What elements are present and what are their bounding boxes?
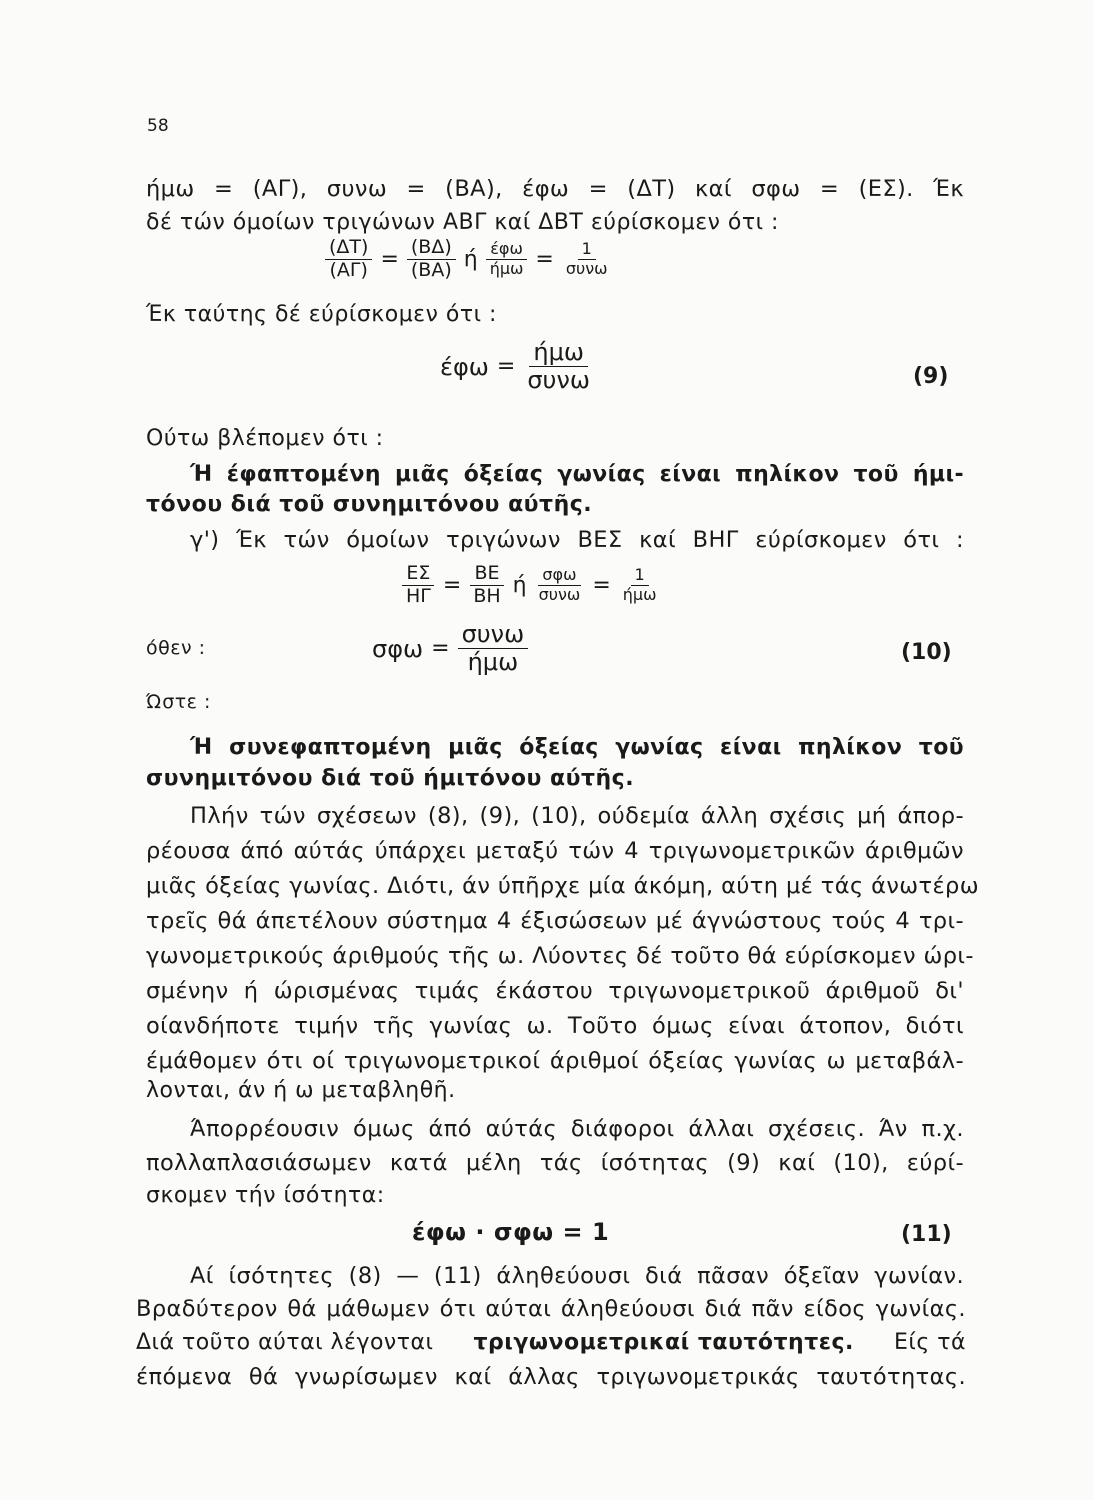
fraction-equation-1: $\frac{(\Delta T)}{(A\Gamma)}$ = $\frac{(B\Delta)}{(BA)}$ ή $\frac{\text{έφω}}{\text{ήμω}}$ = $\frac{1}{\text{συνω}}$ xyxy=(325,238,612,281)
fraction: $\frac{\text{έφω}}{\text{ήμω}}$ xyxy=(486,241,528,278)
page-number: 58 xyxy=(147,116,169,136)
fraction: $\frac{E\Sigma}{H\Gamma}$ xyxy=(402,564,435,607)
paragraph-line: μιᾶς όξείας γωνίας. Διότι, άν ύπῆρχε μία άκόμη, αύτη μέ τάς άνωτέρω xyxy=(146,873,979,899)
paragraph-line: λονται, άν ή ω μεταβληθῆ. xyxy=(146,1078,456,1103)
paragraph-line: έπόμενα θά γνωρίσωμεν καί άλλας τριγωνομετρικάς ταυτότητας. xyxy=(136,1364,966,1390)
paragraph-line: Βραδύτερον θά μάθωμεν ότι αύται άληθεύουσι διά πᾶν είδος γωνίας. xyxy=(136,1296,966,1322)
paragraph-line: Πλήν τών σχέσεων (8), (9), (10), ούδεμία άλλη σχέσις μή άπορ- xyxy=(190,803,964,829)
theorem-line: τόνου διά τοῦ συνημιτόνου αύτῆς. xyxy=(146,492,593,517)
fraction-equation-2: $\frac{E\Sigma}{H\Gamma}$ = $\frac{BE}{BH}$ ή $\frac{\text{σφω}}{\text{συνω}}$ = $\frac{1}{\text{ήμω}}$ xyxy=(402,564,660,607)
text-line: δέ τών όμοίων τριγώνων ΑΒΓ καί ΔΒΤ εύρίσκομεν ότι : xyxy=(146,210,779,235)
fraction: $\frac{BE}{BH}$ xyxy=(469,564,504,607)
paragraph-line: Αί ίσότητες (8) — (11) άληθεύουσι διά πᾶσαν όξεῖαν γωνίαν. xyxy=(190,1263,964,1289)
text-line: Ούτω βλέπομεν ότι : xyxy=(146,426,384,451)
equation-9: έφω = $\frac{\text{ήμω}}{\text{συνω}}$ xyxy=(440,340,594,393)
bold-term: τριγωνομετρικαί ταυτότητες. xyxy=(473,1330,854,1355)
theorem-line: Ή συνεφαπτομένη μιᾶς όξείας γωνίας είναι πηλίκον τοῦ xyxy=(190,735,964,760)
equation-number: (9) xyxy=(913,364,949,389)
fraction: $\frac{\text{συνω}}{\text{ήμω}}$ xyxy=(458,622,529,675)
text-line: ήμω = (ΑΓ), συνω = (ΒΑ), έφω = (ΔΤ) καί σφω = (ΕΣ). Έκ xyxy=(146,176,964,202)
paragraph-line: σμένην ή ώρισμένας τιμάς έκάστου τριγωνομετρικοῦ άριθμοῦ δι' xyxy=(146,978,964,1004)
fraction: $\frac{1}{\text{συνω}}$ xyxy=(565,239,608,278)
fraction: $\frac{\text{ήμω}}{\text{συνω}}$ xyxy=(527,338,590,395)
paragraph-line: γωνομετρικούς άριθμούς τῆς ω. Λύοντες δέ τοῦτο θά εύρίσκομεν ώρι- xyxy=(146,943,974,969)
paragraph-line: Άπορρέουσιν όμως άπό αύτάς διάφοροι άλλαι σχέσεις. Άν π.χ. xyxy=(190,1116,964,1142)
fraction: $\frac{(\Delta T)}{(A\Gamma)}$ xyxy=(325,238,372,281)
paragraph-line: οίανδήποτε τιμήν τῆς γωνίας ω. Τοῦτο όμως είναι άτοπον, διότι xyxy=(146,1013,964,1039)
fraction: $\frac{\text{σφω}}{\text{συνω}}$ xyxy=(538,565,581,604)
paragraph-line: ρέουσα άπό αύτάς ύπάρχει μεταξύ τών 4 τριγωνομετρικῶν άριθμῶν xyxy=(146,838,964,864)
theorem-line: Ή έφαπτομένη μιᾶς όξείας γωνίας είναι πηλίκον τοῦ ήμι- xyxy=(190,462,964,487)
paragraph-line: πολλαπλασιάσωμεν κατά μέλη τάς ίσότητας (9) καί (10), εύρί- xyxy=(146,1150,964,1176)
equation-10: σφω = $\frac{\text{συνω}}{\text{ήμω}}$ xyxy=(372,622,528,675)
text-line: Ώστε : xyxy=(146,691,211,713)
fraction: $\frac{1}{\text{ήμω}}$ xyxy=(622,565,657,604)
eq-lhs: έφω xyxy=(440,352,489,381)
equation-number: (10) xyxy=(901,640,952,665)
eq-lhs: σφω xyxy=(372,634,424,663)
text-line: όθεν : xyxy=(146,637,206,659)
paragraph-line: τρεῖς θά άπετέλουν σύστημα 4 έξισώσεων μέ άγνώστους τούς 4 τρι- xyxy=(146,908,964,934)
paragraph-line: σκομεν τήν ίσότητα: xyxy=(146,1183,385,1208)
equation-11: έφω · σφω = 1 xyxy=(412,1218,610,1246)
paragraph-line: Διά τοῦτο αύται λέγονται τριγωνομετρικαί ταυτότητες. Είς τά xyxy=(136,1330,966,1355)
paragraph-line: έμάθομεν ότι οί τριγωνομετρικοί άριθμοί όξείας γωνίας ω μεταβάλ- xyxy=(146,1048,964,1074)
theorem-line: συνημιτόνου διά τοῦ ήμιτόνου αύτῆς. xyxy=(146,766,635,791)
text-line: Έκ ταύτης δέ εύρίσκομεν ότι : xyxy=(146,302,497,327)
text-line: γ') Έκ τών όμοίων τριγώνων ΒΕΣ καί ΒΗΓ εύρίσκομεν ότι : xyxy=(190,527,964,553)
equation-number: (11) xyxy=(901,1222,952,1247)
fraction: $\frac{(B\Delta)}{(BA)}$ xyxy=(407,238,456,281)
